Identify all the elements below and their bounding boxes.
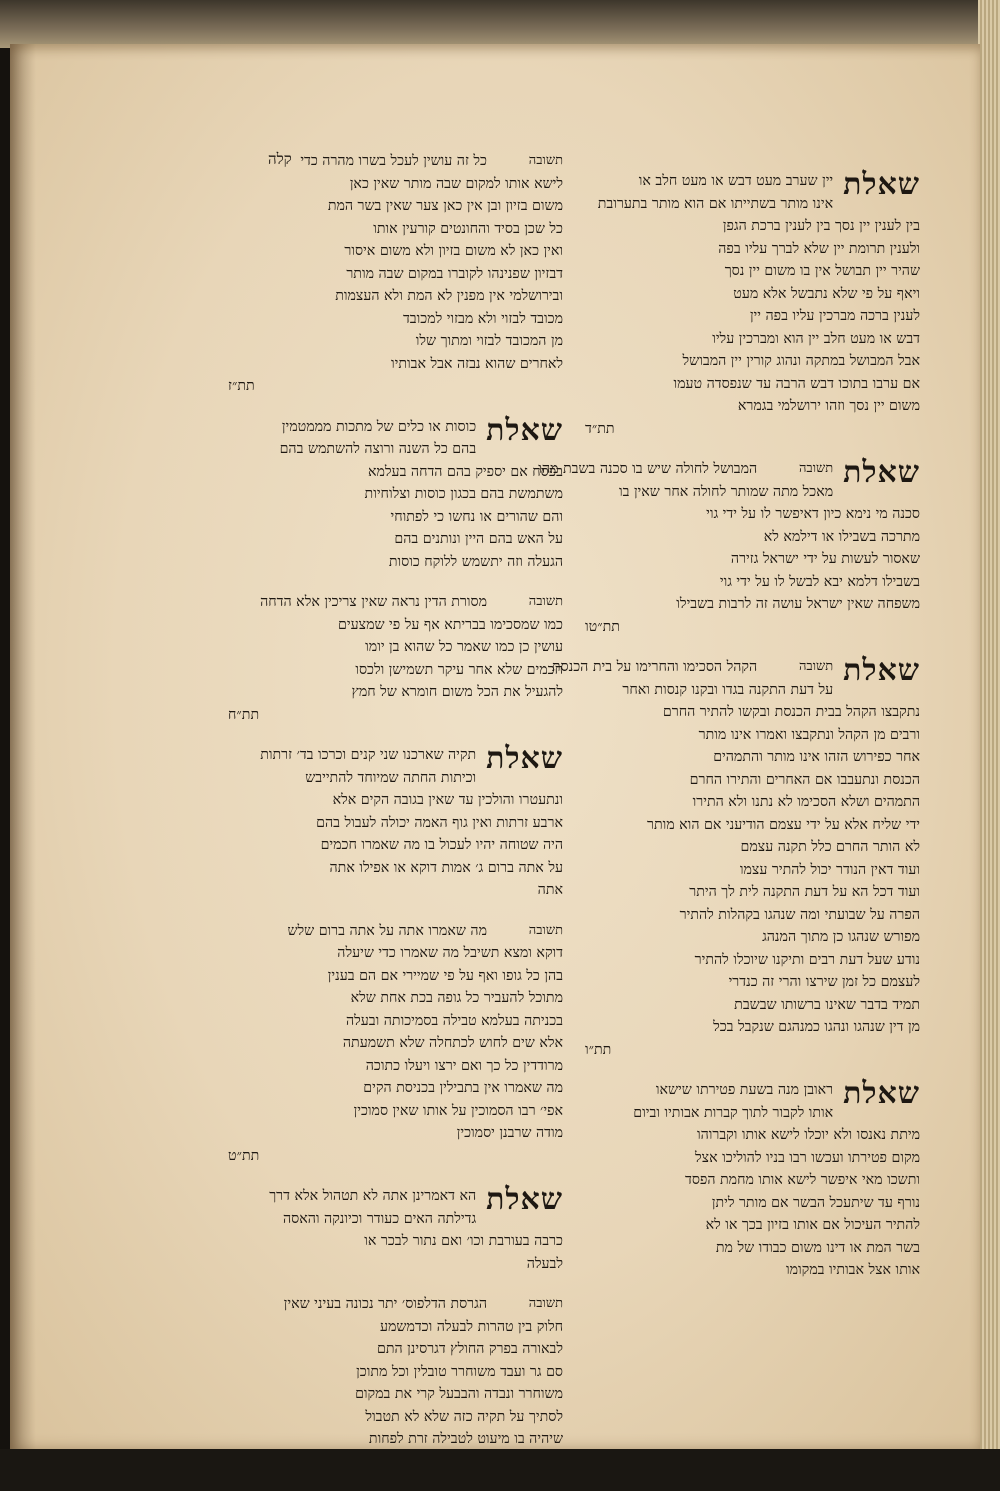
text-line: מקום פטירתו ועכשו רבו בניו להוליכו אצל <box>695 1149 920 1166</box>
left-column <box>228 150 563 1491</box>
text-line: כוסות או כלים של מתכות מממטמין <box>281 418 477 435</box>
text-line: אינו מותר בשתייתו אם הוא מותר בתערובת <box>597 195 834 212</box>
entry <box>538 455 920 638</box>
text-line: ונתעטרו והולכין עד שאין בגובה הקים אלא <box>332 792 563 808</box>
text-line: גדילתה האים כעודר וכיונקה והאסה <box>282 1210 477 1227</box>
entry-number: תת״ד <box>585 420 615 437</box>
text-line: אפי׳ רבו הסמוכין על אותו שאין סמוכין <box>353 1102 563 1119</box>
text-line: אתה <box>537 882 563 898</box>
answer-label: תשובה <box>528 1296 563 1311</box>
text-line: משוחרר ונבדה והבבעל קרי את במקום <box>355 1386 563 1402</box>
text-line: ידי שליח אלא על ידי עצמם הודיעני אם הוא מותר <box>647 816 920 833</box>
text-line: נתקבצו הקהל בבית הכנסת ובקשו להתיר החרם <box>662 704 920 720</box>
text-line: מתרכה בשבילו או דילמא לא <box>763 528 920 545</box>
text-line: והם שהורים או נחשו כי לפתוחי <box>390 508 563 525</box>
text-line: על האש בהם היין ונותנים בהם <box>394 531 563 547</box>
text-line: דוקא ומצא תשיבל מה שאמרו כדי שיעלה <box>337 945 563 961</box>
text-line: מודה שרבנן יסמוכין <box>456 1125 563 1141</box>
text-line: בהם כל השנה ורוצה להשתמש בהם <box>279 441 477 457</box>
text-line: חלוק בין טהרות לבעלה וכדמשמע <box>379 1318 563 1335</box>
text-line: לסתיך על תקיה כזה שלא לא תטבול <box>365 1408 563 1425</box>
text-line: בין לענין יין נסך בין לענין ברכת הגפן <box>722 218 920 234</box>
question-heading: שאלת <box>843 653 920 688</box>
text-line: מה שאמרו אין בתבילין בכניסת הקים <box>363 1080 563 1096</box>
text-line: מרודדין כל כך ואם ירצו ויעלו כתוכה <box>365 1057 563 1074</box>
text-line: תקיה שארכנו שני קנים וכרכו בד׳ זרתות <box>260 747 477 763</box>
text-line: לאחרים שהוא נבזה אבל אבותיו <box>390 355 563 372</box>
text-line: סם גר ועבד משוחרר טובלין וכל מתוכן <box>356 1363 563 1380</box>
text-line: ולענין תרומת יין שלא לברך עליו בפה <box>718 240 920 257</box>
text-line: מאכל מתה שמותר לחולה אחר שאין בו <box>618 483 834 500</box>
entry <box>228 150 563 398</box>
text-line: אותו אצל אבותיו במקומו <box>785 1262 920 1278</box>
answer-label: תשובה <box>528 153 563 168</box>
entry <box>228 920 563 1168</box>
text-line: סכנה מי נימא כיון דאיפשר לו על ידי גוי <box>706 506 920 522</box>
text-line: מפורש שנהגו כן מתוך המנהג <box>762 929 920 945</box>
answer-label: תשובה <box>528 594 563 609</box>
answer-label: תשובה <box>798 461 834 476</box>
text-line: הגעלה וזה יתשמש ללוקח כוסות <box>388 553 563 570</box>
text-line: ואין כאן לא משום בזיון ולא משום איסור <box>344 243 563 259</box>
text-line: מכובד לבזוי ולא מבזוי למכובד <box>402 310 563 327</box>
answer-label: תשובה <box>798 659 834 674</box>
question-heading: שאלת <box>486 1182 563 1217</box>
gutter-shadow <box>10 44 36 1449</box>
text-line: ורבים מן הקהל ונתקבצו ואמרו אינו מותר <box>698 726 920 743</box>
text-line: תמיד בדבר שאינו ברשותו שבשבת <box>734 996 920 1013</box>
text-line: על דעת התקנה בגדו ובקנו קנסות ואחר <box>622 681 834 698</box>
text-line: היה שטוחה יהיו לעכול בו מה שאמרו חכמים <box>320 837 563 853</box>
text-line: בשבילו דלמא יבא לבשל לו על ידי גוי <box>719 573 920 590</box>
text-line: כרבה בעורבת וכו׳ ואם נתור לבכר או <box>364 1233 563 1249</box>
text-line: כמו שמסכימו בבריתא אף על פי שמצעים <box>338 616 563 633</box>
question-heading: שאלת <box>843 1076 920 1111</box>
text-line: שהיר יין תבושל אין בו משום יין נסך <box>724 263 920 279</box>
entry <box>228 591 563 726</box>
text-line: משתמשת בהם בכגון כוסות וצלוחיות <box>364 486 563 502</box>
text-line: יין שערב מעט דבש או מעט חלב או <box>638 173 834 189</box>
text-line: משפחה שאין ישראל עושה זה לרבות בשבילו <box>676 596 920 612</box>
text-line: אחר כפירוש הזהו אינו מותר והתמהים <box>713 749 920 765</box>
text-line: עושין כן כמו שאמר כל שהוא בן יומו <box>365 639 563 655</box>
text-line: דבזיון שפנינהו לקוברו במקום שבה מותר <box>346 265 563 282</box>
text-line: אם ערבו בתוכו דבש הרבה עד שנפסדה טעמו <box>673 375 920 392</box>
question-heading: שאלת <box>486 741 563 776</box>
text-line: ויאף על פי שלא נתבשל אלא מעט <box>733 285 920 302</box>
text-line: לענין ברכה מברכין עליו בפה יין <box>749 308 920 324</box>
text-line: נודע שעל דעת רבים ותיקנו שיוכלו להתיר <box>694 951 920 968</box>
text-line: כל שכן בסיד והחונטים קורעין אותו <box>373 220 563 237</box>
text-line: אותו לקבור לתוך קברות אבותיו וביום <box>633 1104 834 1121</box>
text-line: משום בזיון ובן אין כאן צער שאין בשר המת <box>327 198 563 214</box>
text-line: לבאורה בפרק החולץ דגרסינן התם <box>377 1341 563 1357</box>
entry <box>228 1293 563 1473</box>
text-line: אבל המבושל במתקה ונהוג קורין יין המבושל <box>682 353 920 369</box>
text-line: ארבע זרתות ואין גוף האמה יכולה לעבול בהם <box>316 814 563 831</box>
text-line: הכנסת ונתעבבו אם האחרים והתירו החרם <box>689 771 920 788</box>
text-line: בפסח אם יספיק בהם הדחה בעלמא <box>367 463 563 480</box>
text-line: ועוד דכל הא על דעת התקנה לית לך היתר <box>689 884 920 900</box>
text-line: הקהל הסכימו והחרימו על בית הכנסת <box>551 659 758 675</box>
scan-bottom-band <box>0 1449 1000 1471</box>
entry-number: תת״ט <box>228 1147 260 1164</box>
entry-number: תת״טו <box>585 618 620 635</box>
text-line: מסורת הדין נראה שאין צריכין אלא הדחה <box>260 594 487 610</box>
text-line: בהן כל גופו ואף על פי שמיירי אם הם בענין <box>327 967 563 984</box>
text-line: נורף עד שיתעכל הבשר אם מותר ליתן <box>711 1194 920 1211</box>
page-stack-edge <box>978 0 1000 1471</box>
question-heading: שאלת <box>486 412 563 448</box>
text-line: לישא אותו למקום שבה מותר שאין כאן <box>349 175 563 192</box>
folio-number: קלה <box>268 150 292 168</box>
entry-number: תת״ז <box>228 378 255 394</box>
entry-number: תת״ו <box>585 1041 612 1058</box>
text-line: מתוכל להעביר כל גופה בכת אחת שלא <box>350 990 563 1006</box>
text-line: מן דין שנהגו ונהגו כמנהגם שנקבל בכל <box>713 1019 920 1035</box>
text-line: לעצמם כל זמן שירצו והרי זה כנדרי <box>728 974 920 990</box>
text-line: אלא שים לחוש לכתחלה שלא תשמעתה <box>342 1035 563 1051</box>
text-line: וכיתות החתה שמיוחד להתייבש <box>305 769 477 786</box>
text-line: שיהיה בו מיעוט לטבילה זרת לפחות <box>368 1431 563 1447</box>
text-line: כל זה עושין לעכל בשרו מהרה כדי <box>300 153 487 169</box>
text-line: ובירושלמי אין מפנין לא המת ולא העצמות <box>335 288 563 304</box>
text-line: לבעלה <box>526 1255 563 1272</box>
text-line: על אתה ברום ג׳ אמות דוקא או אפילו אתה <box>329 859 563 876</box>
text-line: להגעיל את הכל משום חומרא של חמץ <box>351 684 563 700</box>
book-top-edge <box>0 0 1000 48</box>
entry-number: תת״ח <box>228 706 260 723</box>
entry <box>585 167 920 440</box>
text-line: בשר המת או דינו משום כבודו של מת <box>715 1239 920 1256</box>
text-line: הפרה על שבועתי ומה שנהגו בקהלות להתיר <box>679 906 920 923</box>
text-line: המבושל לחולה שיש בו סכנה בשבת מהו <box>538 461 758 477</box>
question-heading: שאלת <box>843 455 920 490</box>
question-heading: שאלת <box>843 167 920 202</box>
text-line: ותשכו מאי איפשר לישא אותו מחמת הפסד <box>685 1172 920 1188</box>
text-line: חכמים שלא אחר עיקר תשמישן ולכסו <box>355 661 563 678</box>
text-line: התמהים ושלא הסכימו לא נתנו ולא התירו <box>692 794 920 810</box>
answer-label: תשובה <box>528 922 563 938</box>
text-line: מיתת נאנסו ולא יוכלו לישא אותו וקברוהו <box>696 1127 920 1143</box>
text-line: לא הותר החרם כלל תקנה עצמם <box>740 839 920 855</box>
text-line: בכניתה בעלמא טבילה בסמיכותה ובעלה <box>345 1012 563 1029</box>
entry <box>228 1182 563 1275</box>
text-line: מה שאמרו אתה על אתה ברום שלש <box>287 922 487 939</box>
text-line: שאסור לעשות על ידי ישראל גזירה <box>730 551 920 567</box>
entry <box>585 1076 920 1282</box>
entry <box>228 741 563 902</box>
text-line: ועוד דאין הנודר יכול להתיר עצמו <box>739 861 920 878</box>
text-line: להתיר העיכול אם אותו בזיון בכך או לא <box>705 1217 920 1233</box>
entry <box>551 653 920 1061</box>
entry <box>228 412 563 574</box>
text-line: מן המכובד לבזוי ומתוך שלו <box>415 333 563 349</box>
text-line: דבש או מעט חלב יין הוא ומברכין עליו <box>712 330 920 347</box>
text-line: הגרסת הדלפוס׳ יתר נכונה בעיני שאין <box>283 1296 487 1312</box>
text-line: ראובן מנה בשעת פטירתו שישאו <box>655 1082 834 1098</box>
text-line: משום יין נסך וזהו ירושלמי בגמרא <box>737 398 920 414</box>
text-line: הא דאמרינן אתה לא תטהול אלא דרך <box>269 1188 477 1204</box>
